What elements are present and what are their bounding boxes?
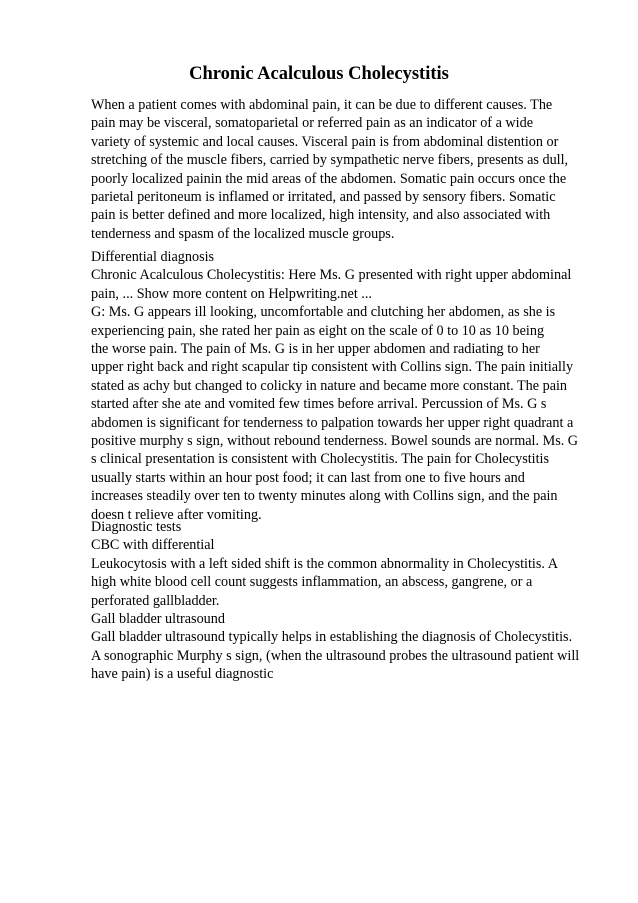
text-line: positive murphy s sign, without rebound tenderness. Bowel sounds are normal. Ms. G: [91, 433, 579, 450]
text-line: the worse pain. The pain of Ms. G is in her upper abdomen and radiating to her: [91, 341, 540, 358]
text-line: Chronic Acalculous Cholecystitis: Here Ms. G presented with right upper abdominal: [91, 267, 572, 284]
text-line: Gall bladder ultrasound typically helps in establishing the diagnosis of Cholecystitis.: [91, 629, 573, 646]
text-line: started after she ate and vomited few times before arrival. Percussion of Ms. G s: [91, 396, 547, 413]
text-line: abdomen is significant for tenderness to palpation towards her upper right quadrant a: [91, 414, 574, 431]
text-line: Leukocytosis with a left sided shift is the common abnormality in Cholecystitis. A: [91, 555, 558, 572]
text-line: variety of systemic and local causes. Visceral pain is from abdominal distention or: [91, 133, 559, 150]
text-line: upper right back and right scapular tip consistent with Collins sign. The pain initially: [91, 359, 574, 376]
subsection-heading: CBC with differential: [91, 537, 215, 554]
text-line: stated as achy but changed to colicky in nature and became more constant. The pain: [91, 377, 568, 394]
text-line: pain may be visceral, somatoparietal or referred pain as an indicator of a wide: [91, 115, 533, 132]
subsection-heading: Gall bladder ultrasound: [91, 611, 225, 628]
document-title: Chronic Acalculous Cholecystitis: [189, 64, 449, 84]
paragraph-differential-diagnosis: [91, 248, 601, 524]
paragraph-diagnostic-tests: [91, 518, 601, 684]
text-line: stretching of the muscle fibers, carried by sympathetic nerve fibers, presents as dull,: [91, 152, 569, 169]
text-line: poorly localized painin the mid areas of the abdomen. Somatic pain occurs once the: [91, 170, 567, 187]
paragraph-abdominal-pain: [91, 96, 601, 243]
text-line: doesn t relieve after vomiting.: [91, 506, 262, 523]
text-line: When a patient comes with abdominal pain, it can be due to different causes. The: [91, 97, 553, 113]
text-line: s clinical presentation is consistent with Cholecystitis. The pain for Cholecystitis: [91, 451, 550, 468]
text-line: usually starts within an hour post food; it can last from one to five hours and: [91, 469, 525, 486]
text-line: experiencing pain, she rated her pain as eight on the scale of 0 to 10 as 10 being: [91, 322, 545, 339]
text-line: increases steadily over ten to twenty minutes along with Collins sign, and the pain: [91, 488, 558, 505]
text-line: tenderness and spasm of the localized muscle groups.: [91, 225, 395, 242]
text-line: high white blood cell count suggests inflammation, an abscess, gangrene, or a: [91, 574, 533, 591]
text-line: perforated gallbladder.: [91, 592, 220, 609]
text-line: A sonographic Murphy s sign, (when the ultrasound probes the ultrasound patient will: [91, 647, 580, 664]
text-line: have pain) is a useful diagnostic: [91, 666, 274, 683]
text-line: pain is better defined and more localized, high intensity, and also associated with: [91, 207, 551, 224]
text-line: pain, ... Show more content on Helpwriting.net ...: [91, 285, 372, 302]
text-line: G: Ms. G appears ill looking, uncomfortable and clutching her abdomen, as she is: [91, 304, 556, 321]
section-heading: Diagnostic tests: [91, 519, 182, 535]
text-line: parietal peritoneum is inflamed or irritated, and passed by sensory fibers. Somatic: [91, 189, 556, 206]
section-heading: Differential diagnosis: [91, 249, 215, 265]
